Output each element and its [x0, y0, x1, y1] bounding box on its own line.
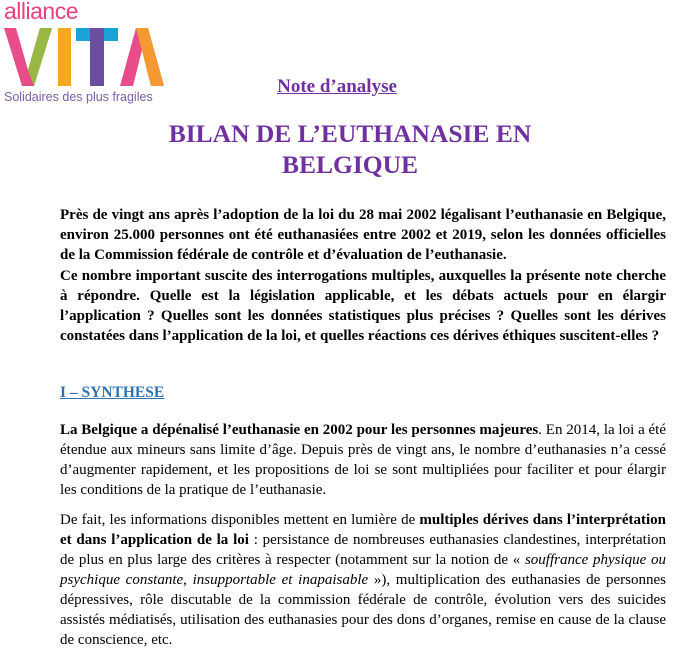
intro-paragraph-1: Près de vingt ans après l’adoption de la loi du 28 mai 2002 légalisant l’euthanasie en Belgique, environ 25.000 personnes ont été euthanasiées entre 2002 et 2019, selon les données officielles de la Commission fédérale de contrôle et d’évaluation de l’euthanasie. [60, 207, 666, 263]
synthese-paragraph-2 [60, 510, 666, 650]
synthese-p2-italic: souffrance physique ou psychique constante, insupportable et inapaisable [60, 552, 666, 588]
synthese-p1-bold: La Belgique a dépénalisé l’euthanasie en 2002 pour les personnes majeures [60, 422, 539, 438]
logo-brand-top: alliance [4, 0, 78, 24]
synthese-p2-start: De fait, les informations disponibles mettent en lumière de [60, 512, 420, 528]
synthese-paragraph-1 [60, 420, 666, 500]
intro-paragraph-2: Ce nombre important suscite des interrogations multiples, auxquelles la présente note cherche à répondre. Quelle est la législation applicable, et les débats actuels pour en élargir l’application ? Quelles sont les données statistiques plus précises ? Quelles sont les dérives constatées dans l’application de la loi, et quelles réactions ces dérives éthiques suscitent-elles ? [60, 268, 666, 344]
logo-tagline: Solidaires des plus fragiles [4, 90, 153, 104]
synthese-p2-end: »), multiplication des euthanasies de personnes dépressives, rôle discutable de la commission fédérale de contrôle, évolution vers des suicides assistés médiatisés, utilisation des euthanasies pour des dons d’organes, remise en cause de la clause de conscience, etc. [60, 572, 666, 648]
note-label: Note d’analyse [277, 76, 397, 97]
section-heading-synthese: I – SYNTHESE [60, 384, 165, 401]
synthese-p2-mid: : persistance de nombreuses euthanasies clandestines, interprétation de plus en plus large des critères à respecter (notamment sur la notion de « [60, 532, 666, 568]
synthese-p1-text: . En 2014, la loi a été étendue aux mineurs sans limite d’âge. Depuis près de vingt ans, le nombre d’euthanasies n’a cessé d’augmenter rapidement, et les propositions de loi se sont multipliées pour faciliter et pour élargir les conditions de la pratique de l’euthanasie. [60, 422, 666, 498]
page-title: BILAN DE L’EUTHANASIE EN BELGIQUE [168, 119, 532, 179]
synthese-p2-bold: multiples dérives dans l’interprétation et dans l’application de la loi [60, 512, 667, 548]
